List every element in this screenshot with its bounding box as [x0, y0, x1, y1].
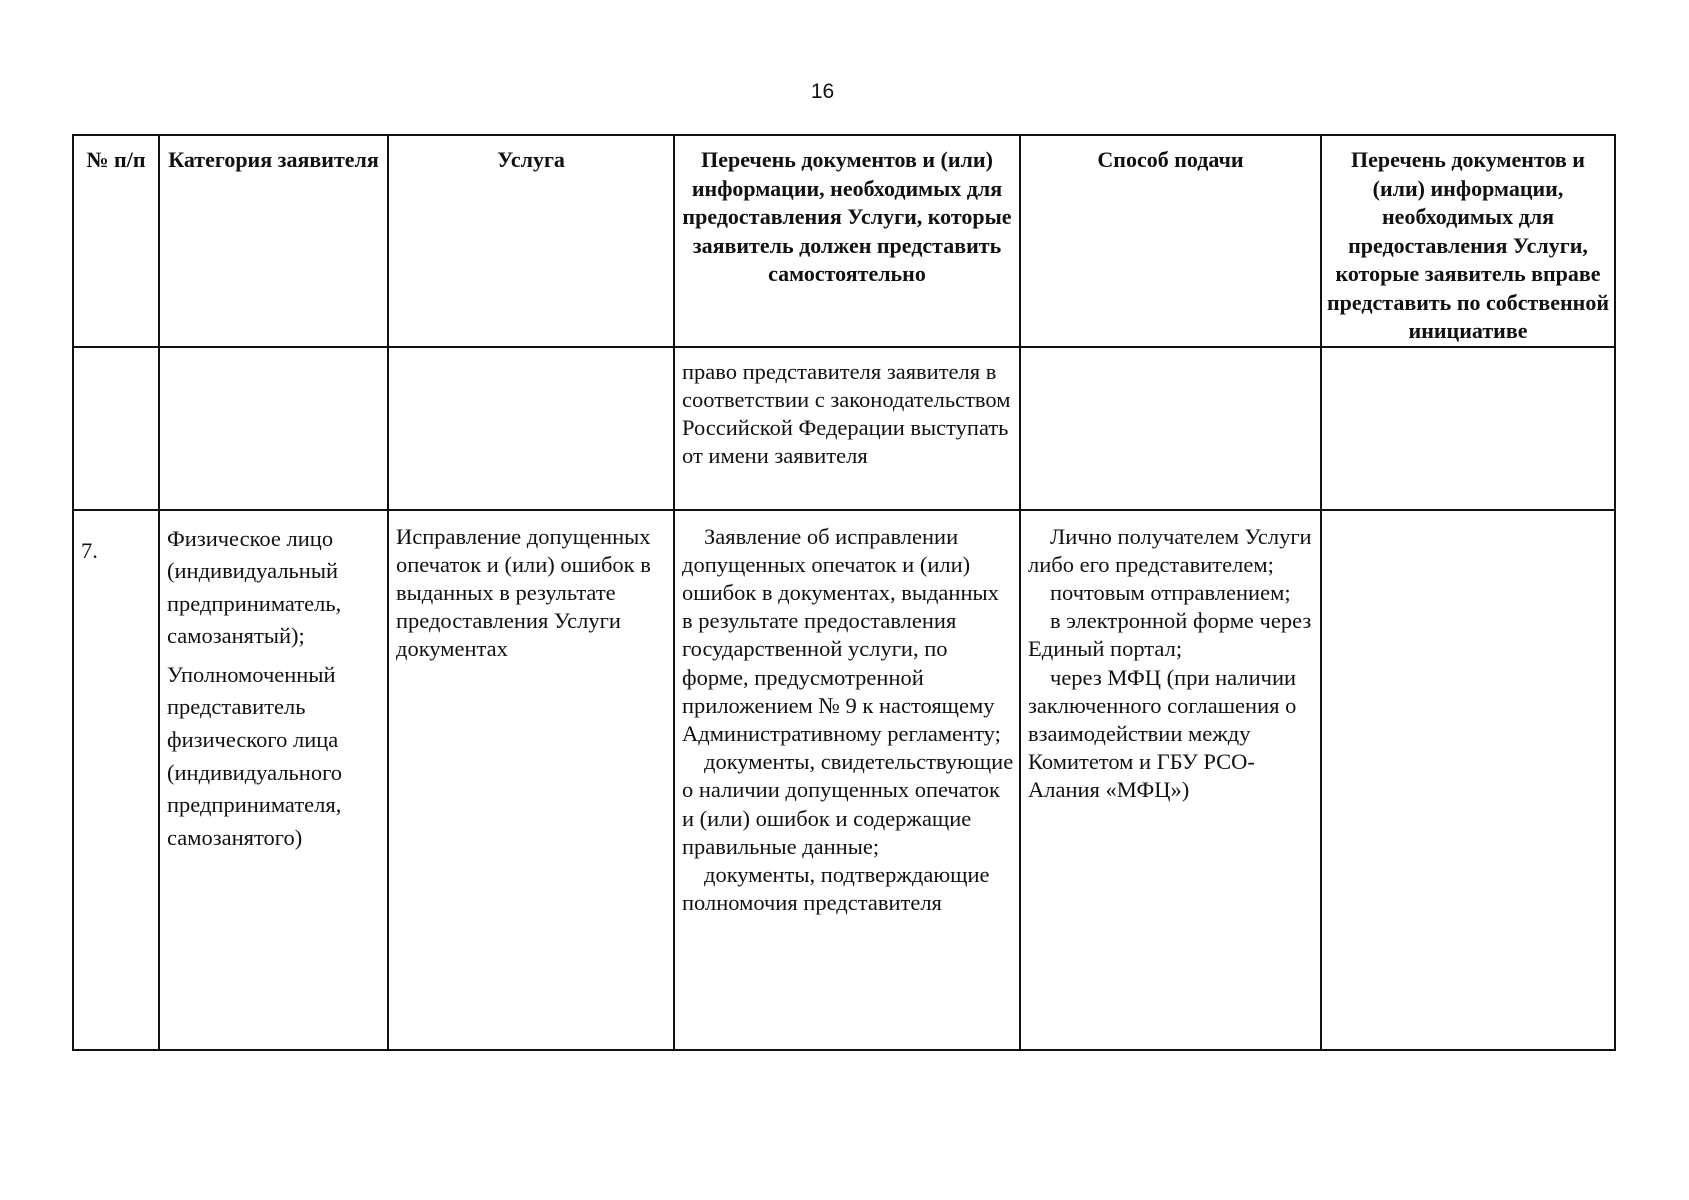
- cell-empty: [1321, 347, 1615, 510]
- header-optional-documents: Перечень документов и (или) информации, необходимых для предоставления Услуги, которые заявитель вправе представить по собственной инициативе: [1321, 135, 1615, 347]
- table-header-row: [73, 135, 1615, 347]
- cell-empty: [388, 347, 674, 510]
- page-number: 16: [810, 80, 835, 103]
- category-representative: Уполномоченный представитель физического лица (индивидуального предпринимателя, самозанятого): [167, 661, 343, 850]
- method-mfc: через МФЦ (при наличии заключенного соглашения о взаимодействии между Комитетом и ГБУ РСО-Алания «МФЦ»): [1028, 664, 1297, 803]
- header-required-documents: Перечень документов и (или) информации, необходимых для предоставления Услуги, которые заявитель должен представить самостоятельно: [674, 135, 1020, 347]
- services-table: [72, 134, 1616, 1051]
- cell-continued-documents: право представителя заявителя в соответствии с законодательством Российской Федерации выступать от имени заявителя: [674, 347, 1020, 510]
- cell-optional-documents: [1321, 510, 1615, 1050]
- row-number: 7.: [73, 510, 159, 1050]
- method-in-person: Лично получателем Услуги либо его представителем;: [1028, 523, 1312, 577]
- cell-service: Исправление допущенных опечаток и (или) ошибок в выданных в результате предоставления Услуги документах: [388, 510, 674, 1050]
- cell-required-documents: [674, 510, 1020, 1050]
- document-authority: документы, подтверждающие полномочия представителя: [682, 861, 990, 916]
- header-number: № п/п: [73, 135, 159, 347]
- document-application: Заявление об исправлении допущенных опечаток и (или) ошибок в документах, выданных в результате предоставления государственной услуги, по форме, предусмотренной приложением № 9 к настоящему Административному регламенту;: [682, 523, 1001, 746]
- cell-empty: [73, 347, 159, 510]
- cell-applicant-category: [159, 510, 388, 1050]
- cell-empty: [159, 347, 388, 510]
- header-applicant-category: Категория заявителя: [159, 135, 388, 347]
- category-individual: Физическое лицо (индивидуальный предприниматель, самозанятый);: [167, 525, 342, 649]
- header-service: Услуга: [388, 135, 674, 347]
- cell-empty: [1020, 347, 1321, 510]
- table-row-7: [73, 510, 1615, 1050]
- document-evidence: документы, свидетельствующие о наличии допущенных опечаток и (или) ошибок и содержащие правильные данные;: [682, 749, 1014, 859]
- table-row-continuation: [73, 347, 1615, 510]
- cell-submission-method: [1020, 510, 1321, 1050]
- method-portal: в электронной форме через Единый портал;: [1028, 608, 1312, 662]
- header-submission-method: Способ подачи: [1020, 135, 1321, 347]
- method-mail: почтовым отправлением;: [1050, 579, 1291, 605]
